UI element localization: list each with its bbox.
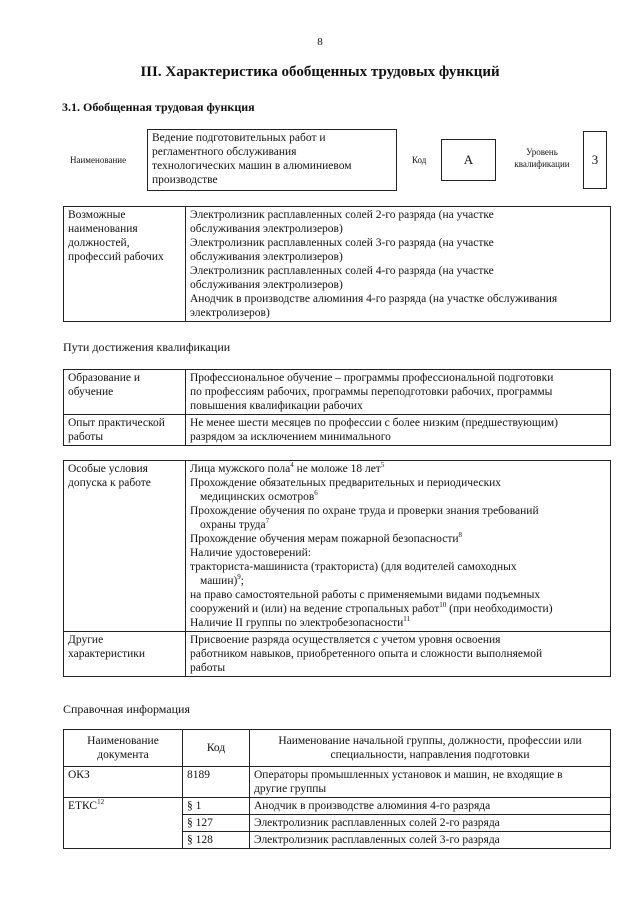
- ref-etks-doc: ЕТКС$^{12}$: [64, 798, 183, 849]
- function-name-line: технологических машин в алюминиевом: [152, 160, 352, 172]
- conditions-table: [63, 460, 611, 677]
- function-name-line: регламентного обслуживания: [152, 146, 297, 158]
- ref-row-name: Электролизник расплавленных солей 3-го разряда: [250, 832, 611, 849]
- education-label: Образование и обучение: [64, 370, 186, 415]
- ref-okz-name: Операторы промышленных установок и машин, не входящие в другие группы: [250, 767, 611, 798]
- education-value: Профессиональное обучение – программы профессиональной подготовки по профессиям рабочих, программы переподготовки рабочих, программы повышения квалификации рабочих: [186, 370, 611, 415]
- ref-head-name: Наименование начальной группы, должности, профессии или специальности, направления подготовки: [250, 730, 611, 767]
- positions-list: Электролизник расплавленных солей 2-го разряда (на участке обслуживания электролизеров) Электролизник расплавленных солей 3-го разряда (на участке обслуживания электролизеров) Электролизник расплавленных солей 4-го разряда (на участке обслуживания электролизеров) Анодчик в производстве алюминия 4-го разряда (на участке обслуживания электролизеров): [186, 207, 611, 322]
- conditions-list: Лица мужского пола$^4$ не моложе 18 лет$^5$ Прохождение обязательных предварительных и периодических медицинских осмотров$^6$ Прохождение обучения по охране труда и проверки знания требований охраны труда$^7$ Прохождение обучения мерам пожарной безопасности$^8$ Наличие удостоверений: тракториста-машиниста (тракториста) (для водителей самоходных машин)$^9$; на право самостоятельной работы с применяемыми видами подъемных сооружений и (или) на ведение стропальных работ$^{10}$ (при необходимости) Наличие II группы по электробезопасности$^{11}$: [186, 461, 611, 632]
- function-name-line: Ведение подготовительных работ и: [152, 132, 326, 144]
- ref-row-code: § 1: [183, 798, 250, 815]
- level-label-line: Уровень: [526, 147, 558, 157]
- level-label-line: квалификации: [514, 159, 570, 169]
- level-value: 3: [583, 131, 607, 189]
- function-name-line: производстве: [152, 174, 218, 186]
- ref-row-code: § 127: [183, 815, 250, 832]
- conditions-label: Особые условия допуска к работе: [64, 461, 186, 632]
- function-name-box: [147, 129, 397, 191]
- paths-table: [63, 369, 611, 446]
- ref-row-code: § 128: [183, 832, 250, 849]
- paths-title: Пути достижения квалификации: [63, 340, 231, 354]
- ref-row-name: Электролизник расплавленных солей 2-го разряда: [250, 815, 611, 832]
- positions-table: [63, 206, 611, 322]
- ref-okz-doc: ОКЗ: [64, 767, 183, 798]
- page-number: 8: [317, 36, 323, 48]
- reference-title: Справочная информация: [63, 702, 190, 716]
- positions-label: Возможные наименования должностей, профессий рабочих: [64, 207, 186, 322]
- level-label: [506, 146, 578, 170]
- code-value: А: [441, 139, 496, 181]
- experience-value: Не менее шести месяцев по профессии с более низким (предшествующим) разрядом за исключением минимального: [186, 415, 611, 446]
- subsection-title: 3.1. Обобщенная трудовая функция: [62, 100, 255, 114]
- ref-head-doc: Наименование документа: [64, 730, 183, 767]
- other-label: Другие характеристики: [64, 632, 186, 677]
- ref-okz-code: 8189: [183, 767, 250, 798]
- ref-head-code: Код: [183, 730, 250, 767]
- section-title: III. Характеристика обобщенных трудовых функций: [140, 64, 500, 80]
- other-value: Присвоение разряда осуществляется с учетом уровня освоения работником навыков, приобретенного опыта и сложности выполняемой работы: [186, 632, 611, 677]
- experience-label: Опыт практической работы: [64, 415, 186, 446]
- name-label: Наименование: [70, 155, 127, 165]
- reference-table: [63, 729, 611, 849]
- ref-row-name: Анодчик в производстве алюминия 4-го разряда: [250, 798, 611, 815]
- code-label: Код: [412, 155, 427, 165]
